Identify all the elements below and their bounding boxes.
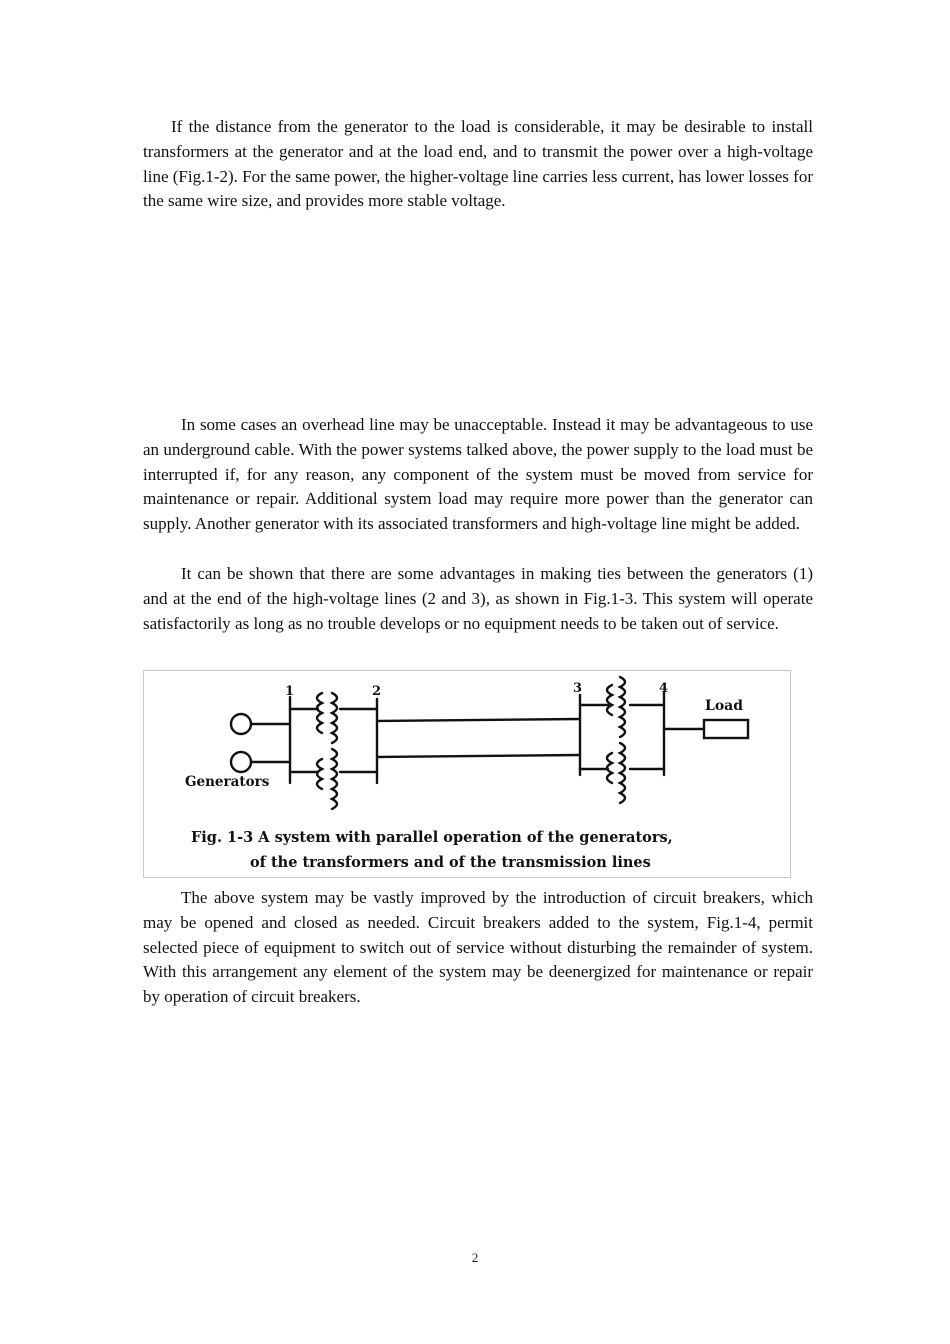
paragraph-1: If the distance from the generator to the load is considerable, it may be desirable to install transformers at the generator and at the load end, and to transmit the power over a high-voltage line (Fig.1-2). For the same power, the higher-voltage line carries less current, has lower losses for the same wire size, and provides more stable voltage. — [143, 117, 813, 211]
figure-caption-line-1: Fig. 1-3 A system with parallel operation of the generators, — [191, 829, 673, 846]
bus-label-2: 2 — [372, 684, 382, 699]
transformer-1-secondary — [332, 693, 337, 743]
transformer-3-secondary — [620, 677, 625, 737]
transformer-4-secondary — [620, 743, 625, 803]
generators-label: Generators — [185, 774, 270, 790]
figure-1-3 — [143, 670, 791, 878]
figure-caption-line-2: of the transformers and of the transmission lines — [250, 854, 651, 871]
transmission-line-2 — [377, 755, 580, 757]
paragraph-2: In some cases an overhead line may be unacceptable. Instead it may be advantageous to use an underground cable. With the power systems talked above, the power supply to the load must be interrupted if, for any reason, any component of the system must be moved from service for maintenance or repair. Additional system load may require more power than the generator can supply. Another generator with its associated transformers and high-voltage line might be added. — [143, 415, 813, 534]
bus-label-3: 3 — [573, 681, 583, 696]
transformer-3-primary — [607, 685, 612, 715]
transformer-2-primary — [317, 759, 322, 789]
transformer-4-primary — [607, 753, 612, 783]
transmission-line-1 — [377, 719, 580, 721]
generator-2-symbol — [231, 752, 251, 772]
generator-1-symbol — [231, 714, 251, 734]
paragraph-3: It can be shown that there are some advantages in making ties between the generators (1) and at the end of the high-voltage lines (2 and 3), as shown in Fig.1-3. This system will operate satisfactorily as long as no trouble develops or no equipment needs to be taken out of service. — [143, 564, 813, 633]
bus-label-4: 4 — [659, 681, 669, 696]
transformer-1-primary — [317, 693, 322, 733]
load-label: Load — [705, 698, 744, 714]
paragraph-4: The above system may be vastly improved by the introduction of circuit breakers, which may be opened and closed as needed. Circuit breakers added to the system, Fig.1-4, permit selected piece of equipment to switch out of service without disturbing the remainder of system. With this arrangement any element of the system may be deenergized for maintenance or repair by operation of circuit breakers. — [143, 888, 813, 1007]
bus-label-1: 1 — [285, 684, 295, 699]
one-line-diagram — [144, 671, 792, 879]
page-number: 2 — [471, 1250, 479, 1265]
transformer-2-secondary — [332, 749, 337, 809]
load-symbol — [704, 720, 748, 738]
